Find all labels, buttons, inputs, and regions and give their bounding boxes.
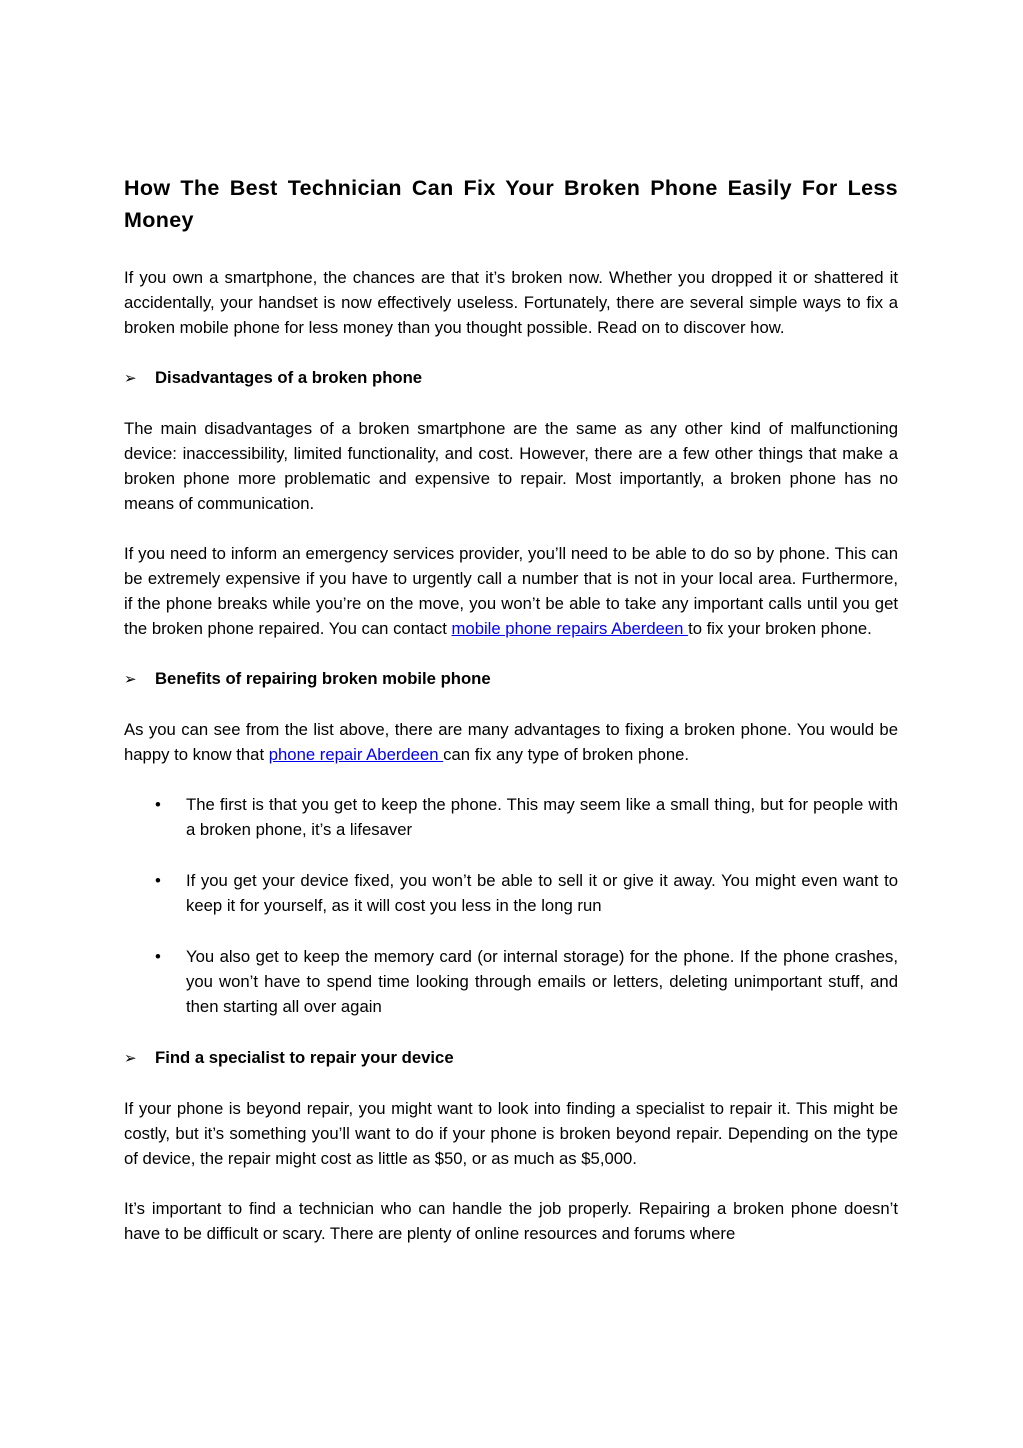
- paragraph-text: As you can see from the list above, there are many advantages to fixing a broken phone. You would be happy to know that: [124, 720, 898, 764]
- list-item-text: If you get your device fixed, you won’t be able to sell it or give it away. You might even want to keep it for yourself, as it will cost you less in the long run: [186, 871, 898, 915]
- phone-repair-aberdeen-link[interactable]: phone repair Aberdeen: [268, 745, 444, 764]
- list-item-text: The first is that you get to keep the phone. This may seem like a small thing, but for people with a broken phone, it’s a lifesaver: [186, 795, 898, 839]
- paragraph-text: If you need to inform an emergency services provider, you’ll need to be able to do so by phone. This can be extremely expensive if you have to urgently call a number that is not in your local area. Furthermore, if the phone breaks while you’re on the move, you won’t be able to take any important calls until you get the broken phone repaired. You can contact: [124, 544, 898, 638]
- benefits-paragraph: [124, 717, 898, 767]
- arrow-bullet-icon: ➢: [124, 1050, 137, 1067]
- arrow-bullet-icon: ➢: [124, 671, 137, 688]
- technician-paragraph: It’s important to find a technician who can handle the job properly. Repairing a broken phone doesn’t have to be difficult or scary. There are plenty of online resources and forums where: [124, 1199, 898, 1243]
- section-heading-text: Benefits of repairing broken mobile phone: [155, 669, 491, 688]
- section-heading-text: Disadvantages of a broken phone: [155, 368, 423, 387]
- section-heading-text: Find a specialist to repair your device: [155, 1048, 454, 1067]
- bullet-dot-icon: •: [155, 947, 161, 966]
- specialist-paragraph: If your phone is beyond repair, you might want to look into finding a specialist to repair it. This might be costly, but it’s something you’ll want to do if your phone is broken beyond repair. Depending on the type of device, the repair might cost as little as $50, or as much as $5,000.: [124, 1099, 898, 1168]
- bullet-dot-icon: •: [155, 795, 161, 814]
- list-item-text: You also get to keep the memory card (or internal storage) for the phone. If the phone crashes, you won’t have to spend time looking through emails or letters, deleting unimportant stuff, and then starting all over again: [186, 947, 898, 1016]
- section-heading-specialist: [124, 1045, 898, 1071]
- document-title: How The Best Technician Can Fix Your Broken Phone Easily For Less Money: [124, 176, 898, 232]
- arrow-bullet-icon: ➢: [124, 370, 137, 387]
- disadvantages-paragraph: The main disadvantages of a broken smartphone are the same as any other kind of malfunctioning device: inaccessibility, limited functionality, and cost. However, there are a few other things that make a broken phone more problematic and expensive to repair. Most importantly, a broken phone has no means of communication.: [124, 419, 898, 513]
- section-heading-benefits: [124, 666, 898, 692]
- intro-paragraph: If you own a smartphone, the chances are that it’s broken now. Whether you dropped it or shattered it accidentally, your handset is now effectively useless. Fortunately, there are several simple ways to fix a broken mobile phone for less money than you thought possible. Read on to discover how.: [124, 268, 898, 337]
- list-item: [124, 868, 898, 918]
- mobile-phone-repairs-link[interactable]: mobile phone repairs Aberdeen: [451, 619, 689, 638]
- paragraph-text: to fix your broken phone.: [688, 619, 872, 638]
- section-heading-disadvantages: [124, 365, 898, 391]
- emergency-paragraph: [124, 541, 898, 641]
- list-item: [124, 944, 898, 1019]
- list-item: [124, 792, 898, 842]
- bullet-dot-icon: •: [155, 871, 161, 890]
- benefits-bullet-list: [124, 792, 898, 1019]
- document-page: [124, 172, 898, 1271]
- paragraph-text: can fix any type of broken phone.: [443, 745, 690, 764]
